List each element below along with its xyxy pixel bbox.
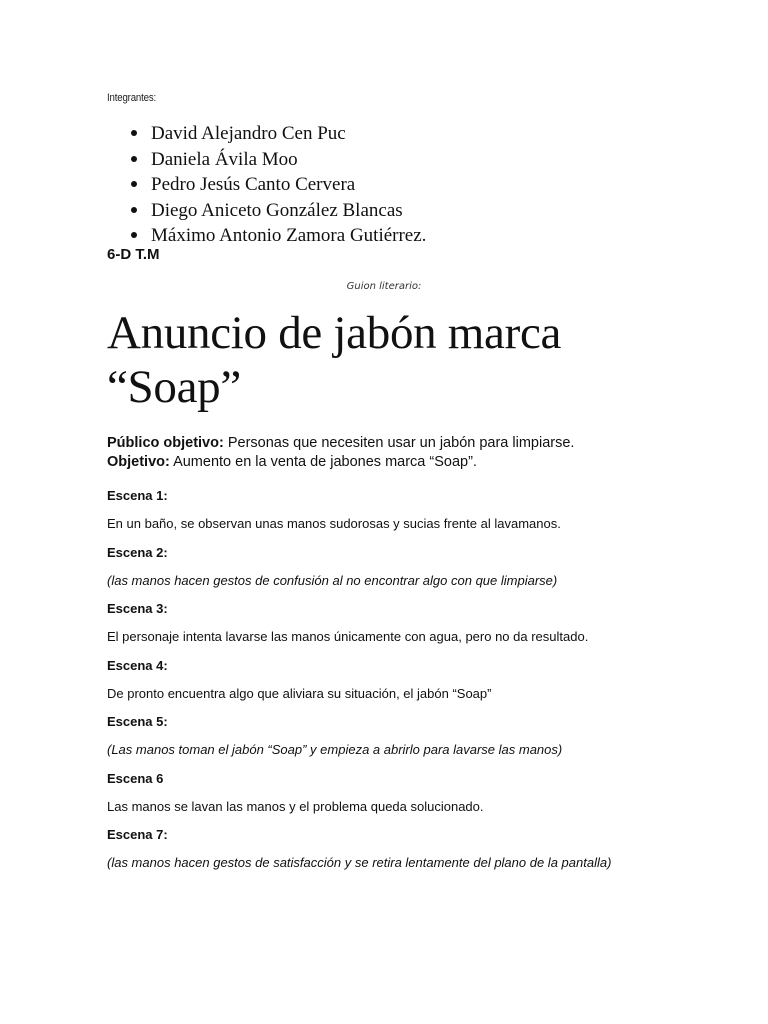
- member-name: Máximo Antonio Zamora Gutiérrez.: [151, 225, 427, 246]
- objetivo-value: Aumento en la venta de jabones marca “Soap”.: [169, 454, 477, 470]
- bullet-icon: [131, 207, 137, 213]
- group-label: 6-D T.M: [107, 246, 160, 263]
- scene-heading: Escena 5:: [107, 714, 168, 729]
- member-name: Pedro Jesús Canto Cervera: [151, 174, 356, 195]
- scene-heading: Escena 2:: [107, 544, 168, 560]
- title-line-2: “Soap”: [107, 361, 241, 413]
- member-name: Daniela Ávila Moo: [151, 148, 298, 170]
- scene-text: (las manos hacen gestos de satisfacción y se retira lentamente del plano de la pantalla): [107, 855, 612, 870]
- bullet-icon: [131, 181, 137, 187]
- publico-row: [107, 434, 667, 453]
- scene-text: De pronto encuentra algo que aliviara su situación, el jabón “Soap”: [107, 685, 492, 701]
- objetivo-label: Objetivo:: [107, 454, 170, 470]
- bullet-icon: [131, 156, 137, 162]
- meta-block: [107, 434, 667, 472]
- scene-text: (las manos hacen gestos de confusión al no encontrar algo con que limpiarse): [107, 572, 558, 588]
- publico-label: Público objetivo:: [107, 435, 224, 451]
- scene-heading: Escena 4:: [107, 657, 168, 673]
- member-item: [130, 172, 426, 198]
- scene-heading: Escena 1:: [107, 488, 168, 503]
- scene-text: Las manos se lavan las manos y el problema queda solucionado.: [107, 798, 484, 814]
- guion-label: Guion literario:: [346, 281, 422, 292]
- document-title: [107, 306, 667, 414]
- scene-heading: Escena 6: [107, 770, 164, 786]
- scene-text: (Las manos toman el jabón “Soap” y empieza a abrirlo para lavarse las manos): [107, 742, 563, 757]
- publico-value: Personas que necesiten usar un jabón para limpiarse.: [223, 435, 575, 451]
- scenes-list: [107, 488, 660, 884]
- members-list: [130, 121, 426, 249]
- scene-heading: Escena 3:: [107, 601, 168, 616]
- integrantes-label: Integrantes:: [107, 92, 157, 104]
- objetivo-row: [107, 453, 667, 472]
- bullet-icon: [131, 130, 137, 136]
- scene-text: El personaje intenta lavarse las manos únicamente con agua, pero no da resultado.: [107, 629, 589, 644]
- member-name: Diego Aniceto González Blancas: [151, 199, 403, 221]
- scene-text: En un baño, se observan unas manos sudorosas y sucias frente al lavamanos.: [107, 516, 561, 531]
- member-item: [130, 121, 426, 147]
- member-item: [130, 147, 426, 173]
- member-name: David Alejandro Cen Puc: [151, 123, 346, 144]
- member-item: [130, 223, 426, 249]
- member-item: [130, 198, 426, 224]
- bullet-icon: [131, 232, 137, 238]
- guion-label-row: [0, 281, 768, 292]
- scene-heading: Escena 7:: [107, 827, 168, 842]
- title-line-1: Anuncio de jabón marca: [107, 307, 562, 359]
